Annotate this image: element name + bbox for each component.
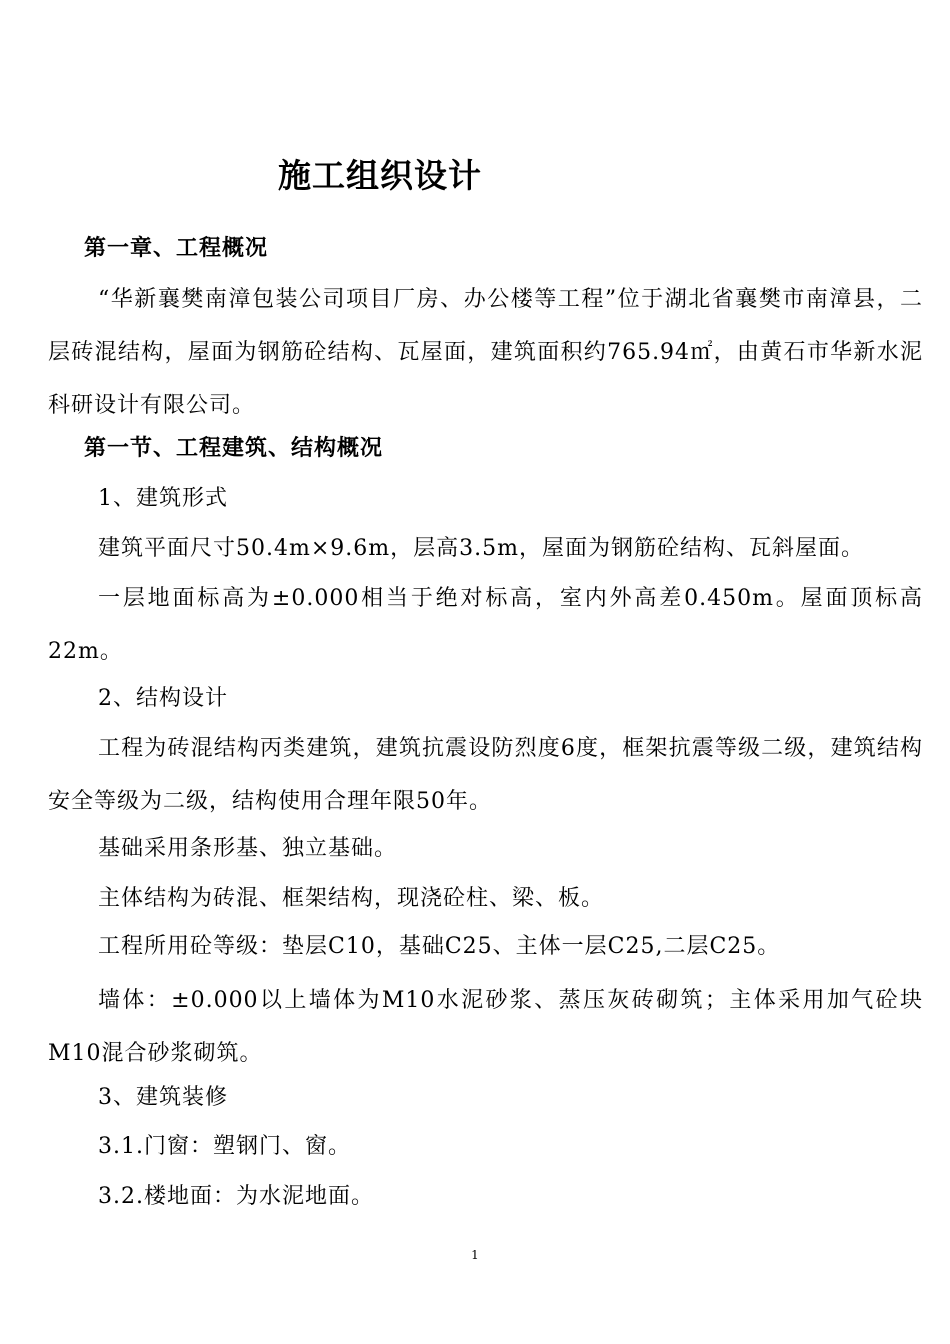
foundation-text: 基础采用条形基、独立基础。: [98, 836, 398, 861]
section-heading: 第一节、工程建筑、结构概况: [84, 436, 384, 461]
structure-overview: 工程为砖混结构丙类建筑，建筑抗震设防烈度6度，框架抗震等级二级，建筑结构安全等级为二级，结构使用合理年限50年。: [48, 736, 923, 814]
doors-windows-text: 3.1.门窗：塑钢门、窗。: [98, 1134, 351, 1159]
item-heading-structure: 2、结构设计: [98, 686, 228, 711]
architecture-elevation: 一层地面标高为±0.000相当于绝对标高，室内外高差0.450m。屋面顶标高22m。: [48, 586, 923, 664]
chapter-heading: 第一章、工程概况: [84, 236, 269, 261]
main-structure-text: 主体结构为砖混、框架结构，现浇砼柱、梁、板。: [98, 886, 605, 911]
overview-paragraph: “华新襄樊南漳包装公司项目厂房、办公楼等工程”位于湖北省襄樊市南漳县，二层砖混结构，屋面为钢筋砼结构、瓦屋面，建筑面积约765.94㎡，由黄石市华新水泥科研设计有限公司。: [48, 287, 923, 418]
concrete-grade-text: 工程所用砼等级：垫层C10，基础C25、主体一层C25,二层C25。: [98, 934, 781, 959]
architecture-dimensions: 建筑平面尺寸50.4m×9.6m，层高3.5m，屋面为钢筋砼结构、瓦斜屋面。: [98, 536, 864, 561]
document-title: 施工组织设计: [278, 156, 482, 195]
floor-text: 3.2.楼地面：为水泥地面。: [98, 1184, 374, 1209]
item-heading-architecture: 1、建筑形式: [98, 486, 228, 511]
page-number: 1: [471, 1248, 479, 1262]
item-heading-decoration: 3、建筑装修: [98, 1085, 228, 1110]
wall-text: 墙体：±0.000以上墙体为M10水泥砂浆、蒸压灰砖砌筑；主体采用加气砼块M10混合砂浆砌筑。: [48, 988, 923, 1066]
